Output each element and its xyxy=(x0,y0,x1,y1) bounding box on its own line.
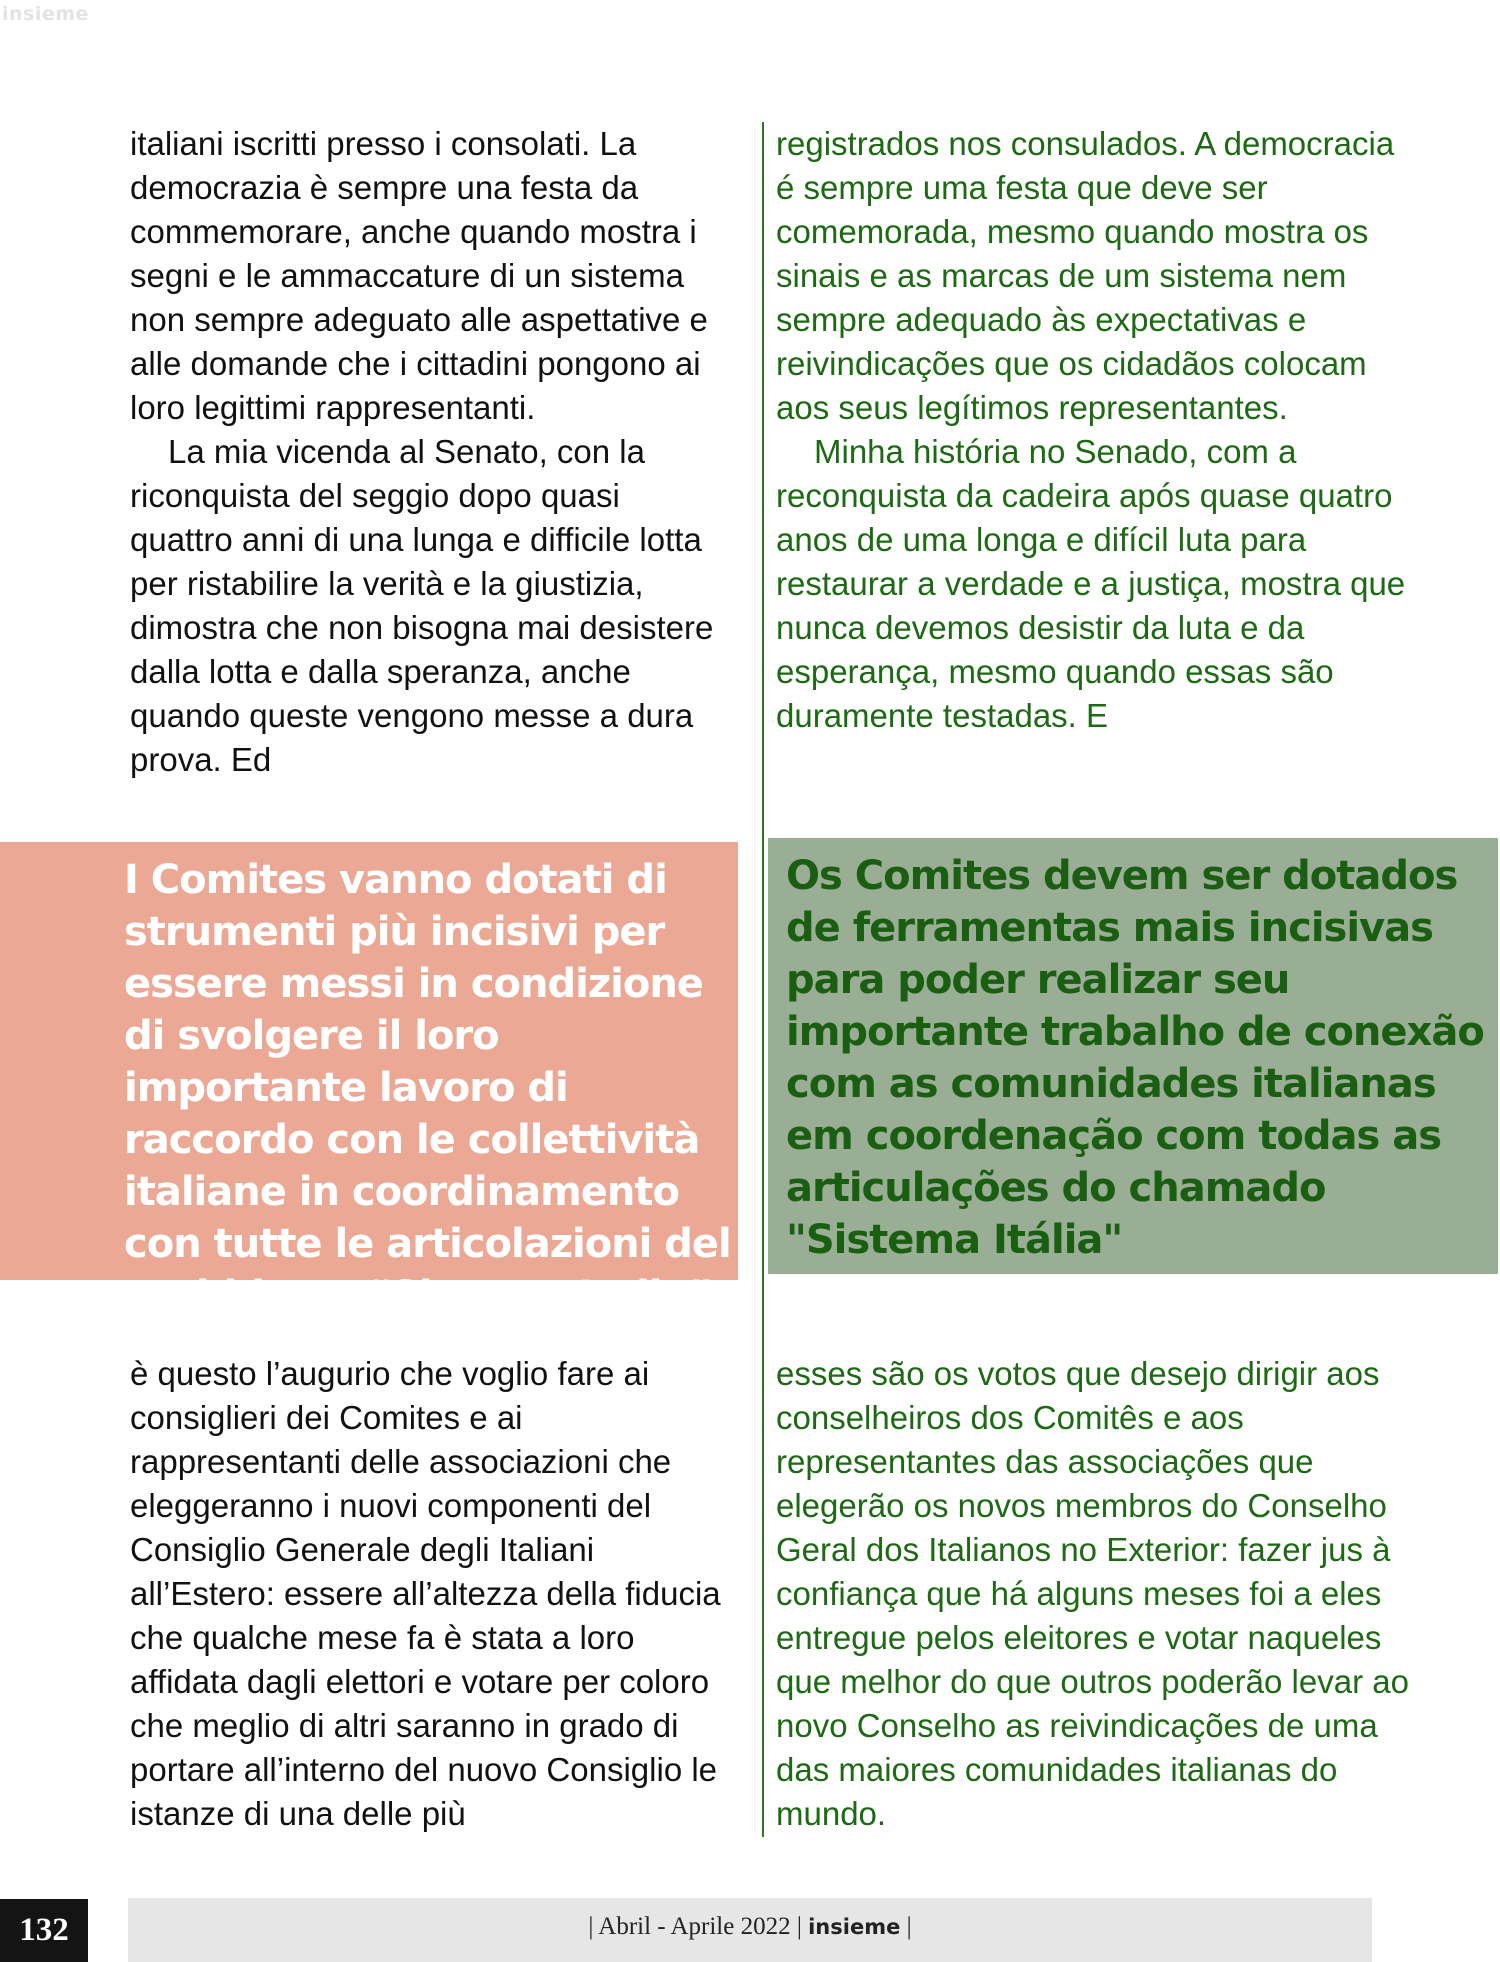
portuguese-paragraph: esses são os votos que desejo dirigir aos conselheiros dos Comitês e aos representantes das associações que elegerão os novos membros do Conselho Geral dos Italianos no Exterior: fazer jus à confiança que há alguns meses foi a eles entregue pelos eleitores e votar naqueles que melhor do que outros poderão levar ao novo Conselho as reivindicações de uma das maiores comunidades italianas do mundo. xyxy=(776,1355,1409,1832)
italian-column-bottom xyxy=(130,1352,730,1836)
italian-pull-quote-text: I Comites vanno dotati di strumenti più incisivi per essere messi in condizione di svolgere il loro importante lavoro di raccordo con le collettività italiane in coordinamento con tutte le articolazioni del cosiddetto “Sistema Italia” xyxy=(124,857,731,1319)
portuguese-column-top xyxy=(776,122,1416,738)
portuguese-column-bottom xyxy=(776,1352,1416,1836)
page-number: 132 xyxy=(0,1899,88,1962)
italian-paragraph: italiani iscritti presso i consolati. La democrazia è sempre una festa da commemorare, anche quando mostra i segni e le ammaccature di un sistema non sempre adeguato alle aspettative e alle domande che i cittadini pongono ai loro legittimi rappresentanti. xyxy=(130,125,708,426)
portuguese-pull-quote xyxy=(768,838,1498,1274)
footer-bar xyxy=(128,1898,1372,1962)
footer-issue-date: | Abril - Aprile 2022 | xyxy=(588,1913,802,1940)
footer-separator: | xyxy=(906,1913,912,1940)
italian-paragraph: La mia vicenda al Senato, con la riconquista del seggio dopo quasi quattro anni di una lunga e difficile lotta per ristabilire la verità e la giustizia, dimostra che non bisogna mai desistere dalla lotta e dalla speranza, anche quando queste vengono messe a dura prova. Ed xyxy=(130,433,714,778)
column-divider xyxy=(762,122,764,1837)
italian-paragraph: è questo l’augurio che voglio fare ai consiglieri dei Comites e ai rappresentanti delle associazioni che eleggeranno i nuovi componenti del Consiglio Generale degli Italiani all’Estero: essere all’altezza della fiducia che qualche mese fa è stata a loro affidata dagli elettori e votare per coloro che meglio di altri saranno in grado di portare all’interno del nuovo Consiglio le istanze di una delle più xyxy=(130,1355,721,1832)
footer-brand: insieme xyxy=(808,1915,901,1939)
portuguese-paragraph: registrados nos consulados. A democracia é sempre uma festa que deve ser comemorada, mesmo quando mostra os sinais e as marcas de um sistema nem sempre adequado às expectativas e reivindicações que os cidadãos colocam aos seus legítimos representantes. xyxy=(776,125,1395,426)
italian-pull-quote xyxy=(0,842,738,1319)
masthead-logo: insieme xyxy=(2,3,89,25)
footer-issue-line xyxy=(128,1913,1372,1941)
italian-column-top xyxy=(130,122,730,782)
portuguese-paragraph: Minha história no Senado, com a reconquista da cadeira após quase quatro anos de uma longa e difícil luta para restaurar a verdade e a justiça, mostra que nunca devemos desistir da luta e da esperança, mesmo quando essas são duramente testadas. E xyxy=(776,433,1406,734)
portuguese-pull-quote-text: Os Comites devem ser dotados de ferramentas mais incisivas para poder realizar seu importante trabalho de conexão com as comunidades italianas em coordenação com todas as articulações do chamado "Sistema Itália" xyxy=(786,853,1484,1263)
